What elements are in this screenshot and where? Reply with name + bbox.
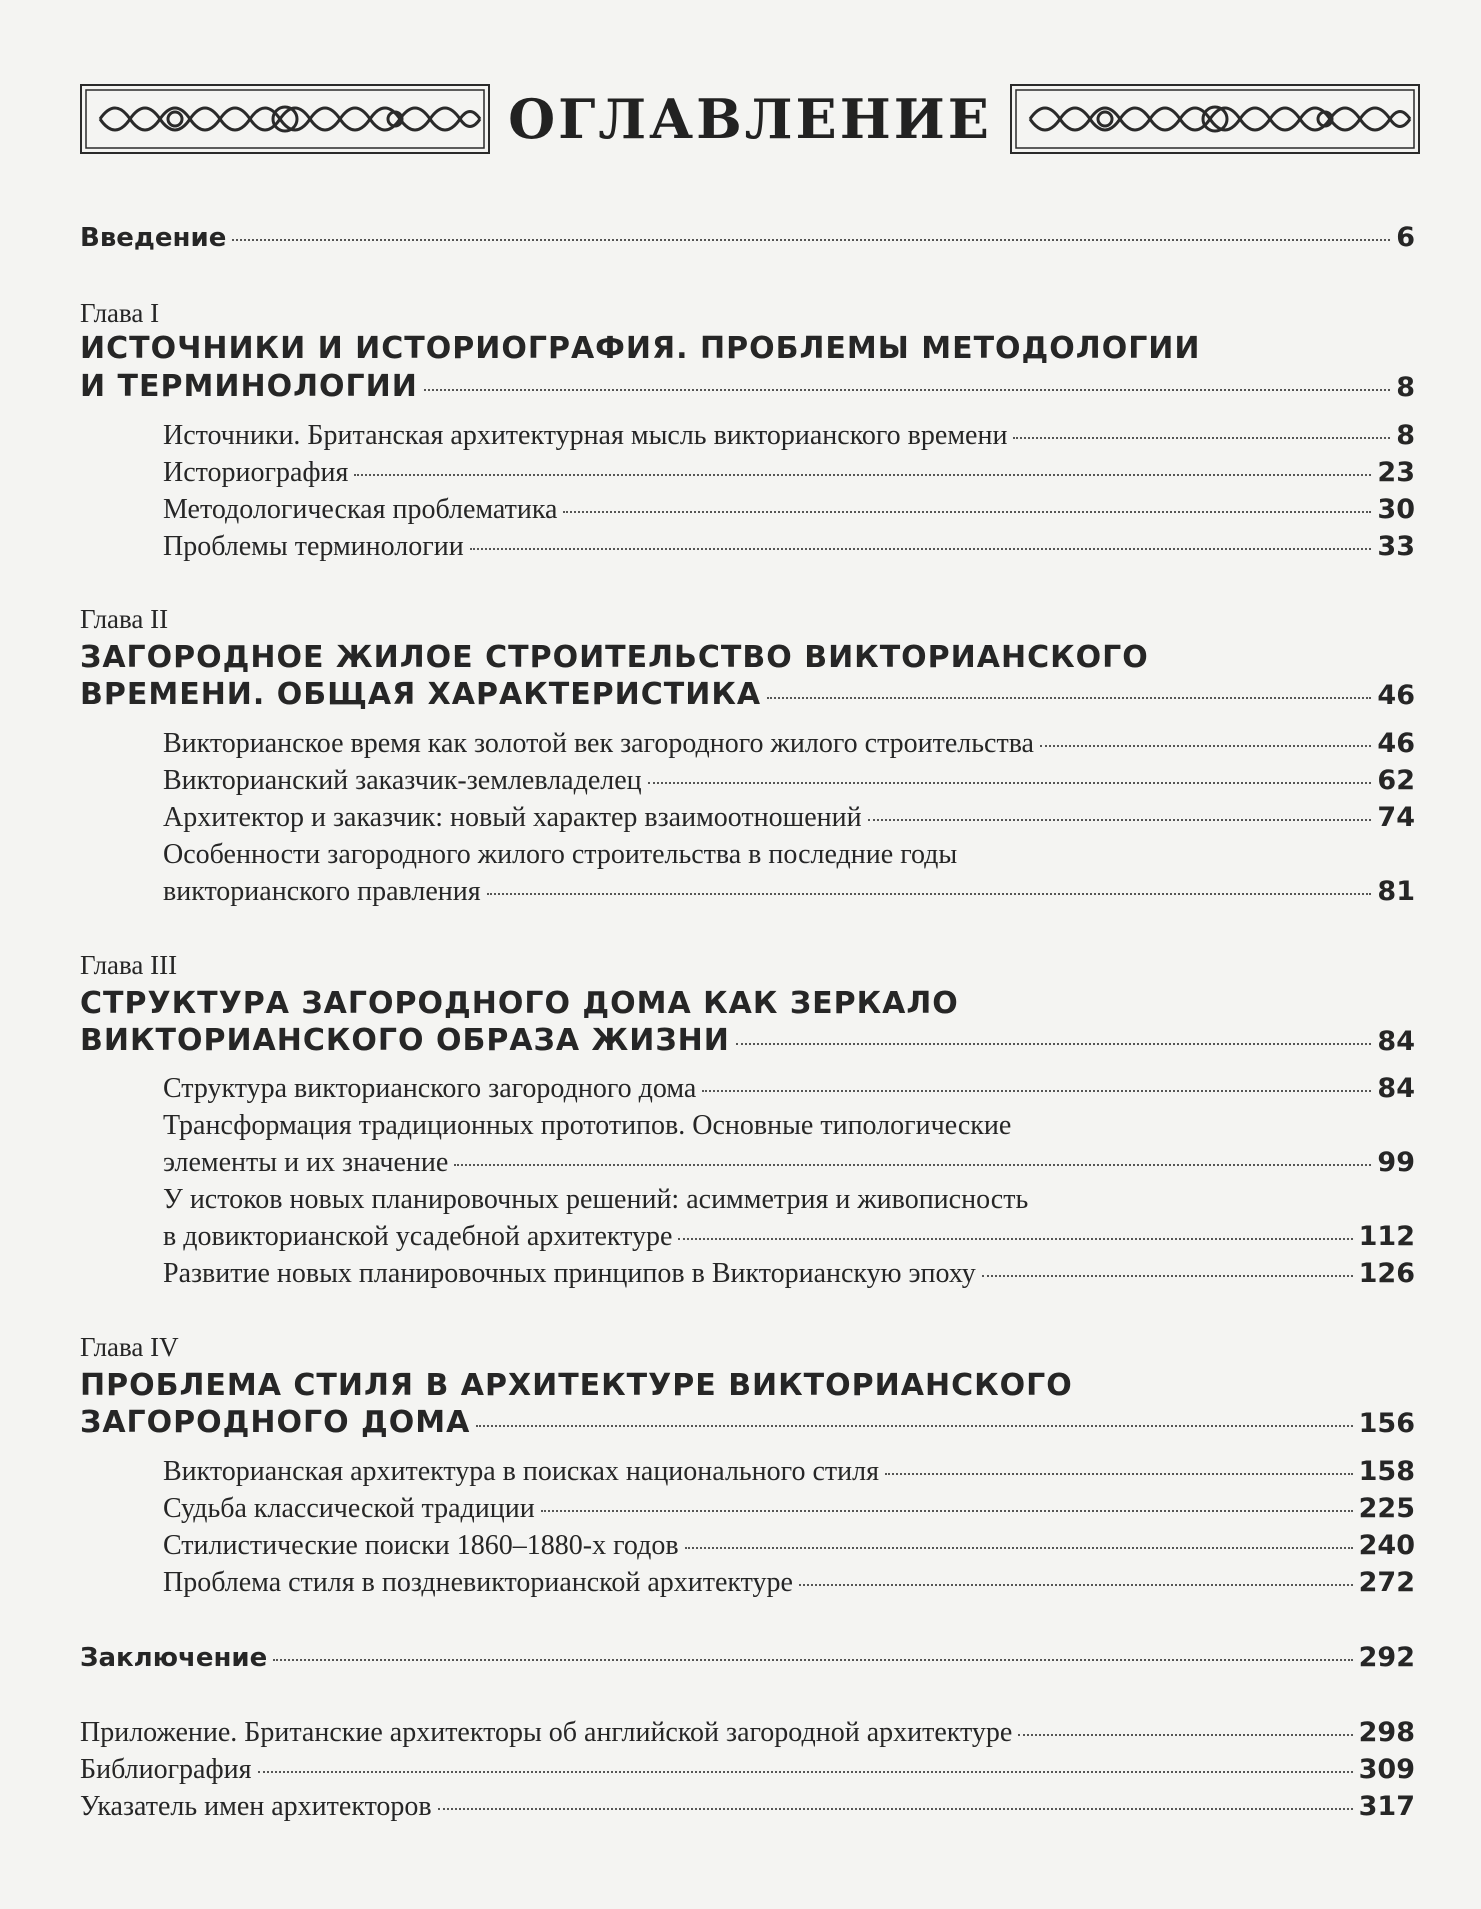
toc-entry-section[interactable] [163, 1073, 1415, 1105]
entry-page: 30 [1377, 494, 1415, 525]
entry-page: 81 [1377, 876, 1415, 907]
toc-header [80, 78, 1420, 160]
leader-dots [487, 893, 1372, 895]
chapter-heading: ИСТОЧНИКИ И ИСТОРИОГРАФИЯ. ПРОБЛЕМЫ МЕТОДОЛОГИИ [80, 331, 1201, 366]
entry-title-line1: Особенности загородного жилого строительства в последние годы [163, 839, 958, 870]
toc-entry-section[interactable] [163, 802, 1415, 834]
toc-entry-conclusion[interactable] [80, 1642, 1415, 1673]
leader-dots [736, 1043, 1372, 1045]
leader-dots [648, 782, 1372, 784]
entry-title: Структура викторианского загородного дома [163, 1073, 697, 1104]
chapter-heading: СТРУКТУРА ЗАГОРОДНОГО ДОМА КАК ЗЕРКАЛО [80, 986, 959, 1021]
entry-title: Архитектор и заказчик: новый характер взаимоотношений [163, 802, 862, 833]
page-title: ОГЛАВЛЕНИЕ [508, 87, 992, 151]
toc-entry-section[interactable] [163, 1258, 1415, 1290]
entry-page: 99 [1377, 1147, 1415, 1178]
leader-dots [702, 1090, 1371, 1092]
entry-title: Источники. Британская архитектурная мысль викторианского времени [163, 420, 1008, 451]
toc-entry-chapter-1[interactable] [80, 369, 1415, 404]
leader-dots [885, 1473, 1353, 1475]
leader-dots [868, 819, 1372, 821]
toc-entry-section[interactable] [163, 1493, 1415, 1525]
leader-dots [232, 239, 1390, 241]
leader-dots [354, 474, 1371, 476]
toc-entry-section[interactable] [163, 494, 1415, 526]
chapter-heading: ПРОБЛЕМА СТИЛЯ В АРХИТЕКТУРЕ ВИКТОРИАНСКОГО [80, 1368, 1073, 1403]
entry-title: викторианского правления [163, 876, 481, 907]
entry-page: 298 [1358, 1717, 1415, 1748]
toc-entry-chapter-3[interactable] [80, 1023, 1415, 1058]
entry-page: 84 [1377, 1026, 1415, 1057]
toc-entry-appendix[interactable] [80, 1717, 1415, 1749]
entry-title: Приложение. Британские архитекторы об английской загородной архитектуре [80, 1717, 1013, 1748]
chapter-heading: ЗАГОРОДНОЕ ЖИЛОЕ СТРОИТЕЛЬСТВО ВИКТОРИАНСКОГО [80, 640, 1149, 675]
toc-entry-section[interactable] [163, 765, 1415, 797]
entry-page: 33 [1377, 531, 1415, 562]
chapter-label: Глава I [80, 298, 160, 328]
leader-dots [1040, 745, 1371, 747]
entry-title: Заключение [80, 1643, 268, 1673]
entry-title-line1: У истоков новых планировочных решений: асимметрия и живописность [163, 1184, 1029, 1215]
entry-page: 6 [1396, 222, 1415, 253]
entry-title: Развитие новых планировочных принципов в Викторианскую эпоху [163, 1258, 976, 1289]
entry-title: Введение [80, 223, 227, 253]
entry-title: элементы и их значение [163, 1147, 449, 1178]
chapter-label: Глава II [80, 604, 169, 634]
entry-title: ЗАГОРОДНОГО ДОМА [80, 1405, 471, 1440]
leader-dots [258, 1771, 1353, 1773]
entry-title: Викторианский заказчик-землевладелец [163, 765, 642, 796]
entry-title: Викторианская архитектура в поисках национального стиля [163, 1456, 879, 1487]
leader-dots [1018, 1734, 1352, 1736]
entry-page: 62 [1377, 765, 1415, 796]
toc-entry-section[interactable] [163, 876, 1415, 908]
entry-title: ВРЕМЕНИ. ОБЩАЯ ХАРАКТЕРИСТИКА [80, 677, 762, 712]
entry-page: 317 [1358, 1791, 1415, 1822]
leader-dots [476, 1425, 1352, 1427]
chapter-label: Глава III [80, 950, 178, 980]
toc-entry-section[interactable] [163, 1530, 1415, 1562]
entry-title: И ТЕРМИНОЛОГИИ [80, 369, 418, 404]
entry-title: Стилистические поиски 1860–1880-х годов [163, 1530, 679, 1561]
leader-dots [799, 1584, 1353, 1586]
toc-entry-section[interactable] [163, 1221, 1415, 1253]
leader-dots [541, 1510, 1353, 1512]
entry-page: 8 [1396, 420, 1415, 451]
chapter-label: Глава IV [80, 1332, 179, 1362]
entry-title: Библиография [80, 1754, 252, 1785]
toc-entry-chapter-4[interactable] [80, 1405, 1415, 1440]
toc-entry-section[interactable] [163, 1567, 1415, 1599]
leader-dots [685, 1547, 1353, 1549]
entry-title-line1: Трансформация традиционных прототипов. Основные типологические [163, 1110, 1012, 1141]
entry-page: 156 [1358, 1408, 1415, 1439]
leader-dots [563, 511, 1371, 513]
leader-dots [1013, 437, 1390, 439]
toc-entry-section[interactable] [163, 457, 1415, 489]
entry-page: 272 [1358, 1567, 1415, 1598]
entry-title: ВИКТОРИАНСКОГО ОБРАЗА ЖИЗНИ [80, 1023, 730, 1058]
toc-entry-bibliography[interactable] [80, 1754, 1415, 1786]
entry-title: Указатель имен архитекторов [80, 1791, 432, 1822]
leader-dots [767, 697, 1371, 699]
leader-dots [273, 1659, 1352, 1661]
toc-entry-section[interactable] [163, 728, 1415, 760]
leader-dots [982, 1275, 1353, 1277]
entry-page: 74 [1377, 802, 1415, 833]
toc-entry-intro[interactable] [80, 222, 1415, 253]
leader-dots [454, 1164, 1371, 1166]
toc-entry-section[interactable] [163, 531, 1415, 563]
entry-page: 126 [1358, 1258, 1415, 1289]
entry-page: 84 [1377, 1073, 1415, 1104]
entry-title: Судьба классической традиции [163, 1493, 535, 1524]
entry-page: 112 [1358, 1221, 1415, 1252]
toc-entry-section[interactable] [163, 1456, 1415, 1488]
entry-title: Проблемы терминологии [163, 531, 464, 562]
leader-dots [424, 389, 1390, 391]
entry-title: в довикторианской усадебной архитектуре [163, 1221, 673, 1252]
entry-page: 292 [1358, 1642, 1415, 1673]
leader-dots [470, 548, 1372, 550]
entry-page: 23 [1377, 457, 1415, 488]
entry-page: 8 [1396, 372, 1415, 403]
toc-entry-section[interactable] [163, 1147, 1415, 1179]
entry-page: 46 [1377, 680, 1415, 711]
entry-title: Методологическая проблематика [163, 494, 558, 525]
leader-dots [438, 1808, 1353, 1810]
entry-title: Проблема стиля в поздневикторианской архитектуре [163, 1567, 793, 1598]
leader-dots [678, 1238, 1352, 1240]
toc-entry-index[interactable] [80, 1791, 1415, 1823]
entry-title: Викторианское время как золотой век загородного жилого строительства [163, 728, 1034, 759]
entry-page: 225 [1358, 1493, 1415, 1524]
entry-page: 46 [1377, 728, 1415, 759]
toc-entry-chapter-2[interactable] [80, 677, 1415, 712]
entry-page: 158 [1358, 1456, 1415, 1487]
entry-page: 309 [1358, 1754, 1415, 1785]
ornament-right-icon [1010, 84, 1420, 154]
entry-title: Историография [163, 457, 349, 488]
toc-entry-section[interactable] [163, 420, 1415, 452]
entry-page: 240 [1358, 1530, 1415, 1561]
